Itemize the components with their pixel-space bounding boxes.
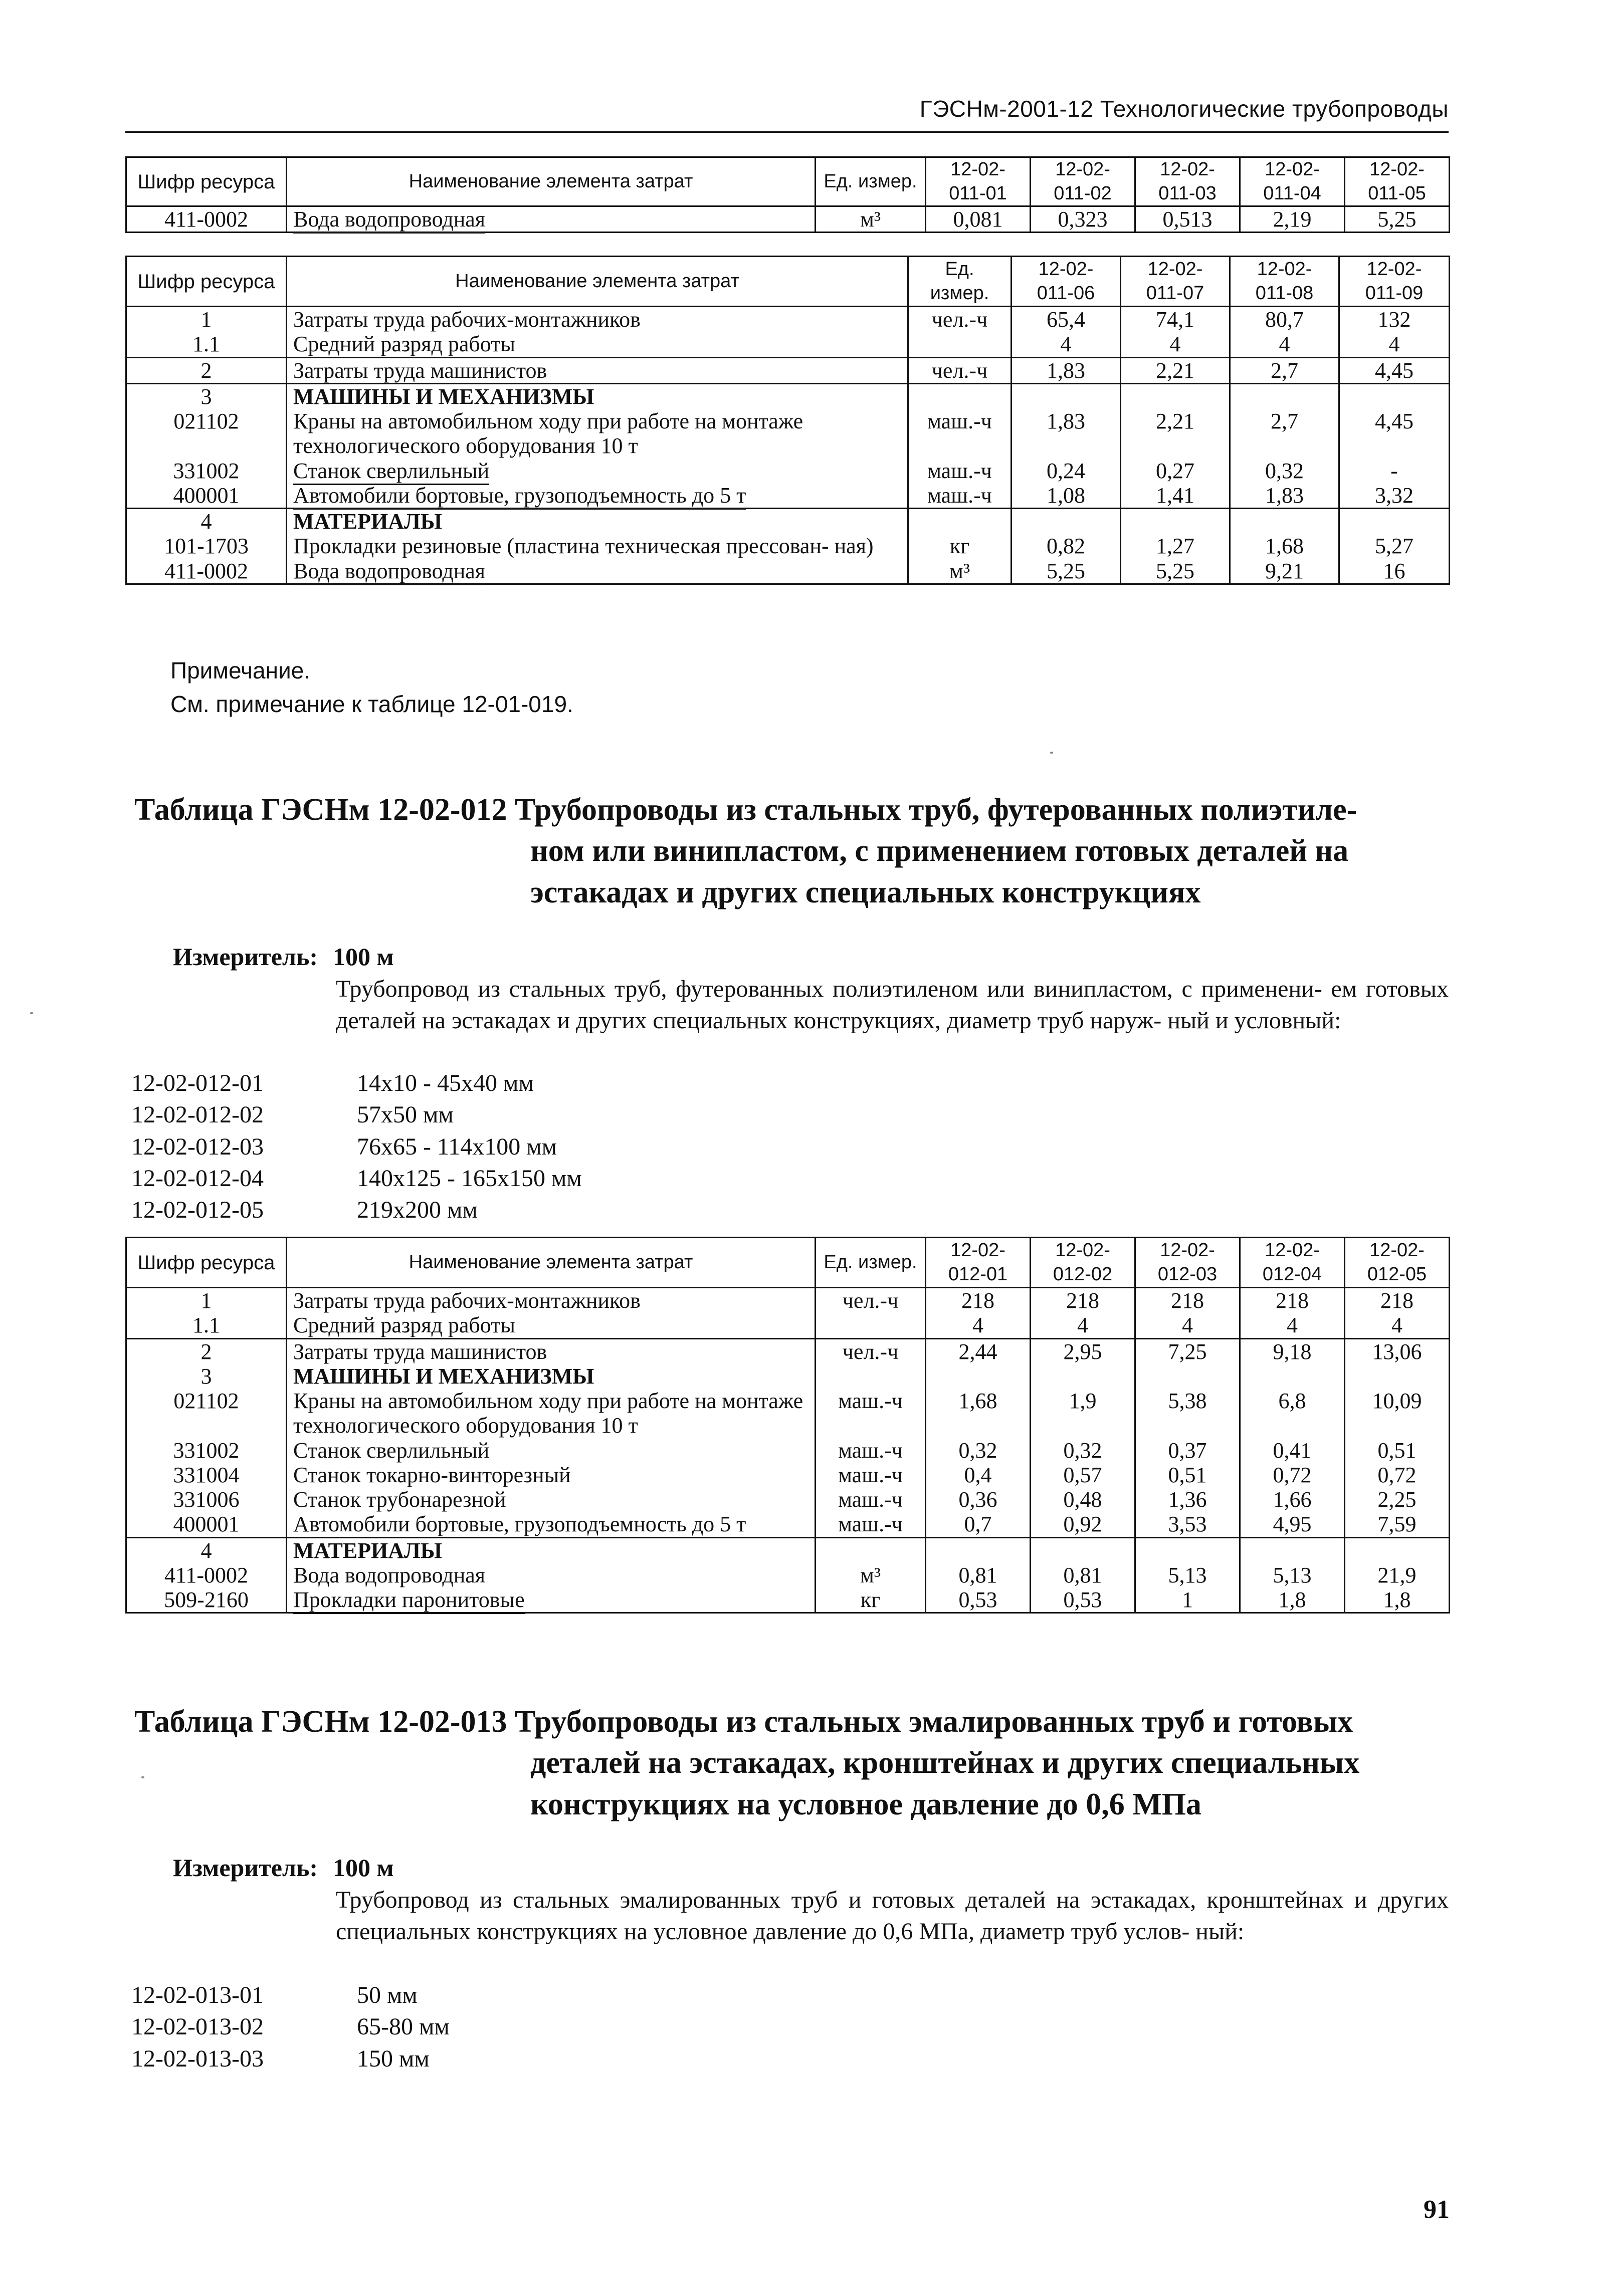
cost-element-name: Автомобили бортовые, грузоподъемность до 5 т bbox=[287, 483, 908, 509]
value-cell: 0,82 bbox=[1012, 534, 1121, 558]
cost-table-011-part2 bbox=[125, 256, 1450, 585]
table-title-12-02-013: Таблица ГЭСНм 12-02-013 Трубопроводы из стальных эмалированных труб и готовых деталей на эстакадах, кронштейнах и других специальных конструкциях на условное давление до 0,6 МПа bbox=[134, 1705, 1360, 1821]
list-item: 12-02-012-04 140x125 - 165x150 мм bbox=[131, 1165, 582, 1192]
unit: м³ bbox=[816, 1563, 926, 1587]
value-cell: 0,24 bbox=[1012, 458, 1121, 483]
value-cell: 1,83 bbox=[1230, 483, 1339, 509]
cost-element-name: Прокладки паронитовые bbox=[287, 1587, 816, 1613]
header-norm-col: 12-02- 011-03 bbox=[1135, 157, 1240, 206]
cost-element-name: Средний разряд работы bbox=[287, 1313, 816, 1338]
value-cell: 132 bbox=[1339, 307, 1450, 332]
value-cell: 2,25 bbox=[1345, 1487, 1450, 1512]
value-cell: 0,51 bbox=[1345, 1438, 1450, 1463]
resource-code: 3 bbox=[126, 1364, 287, 1389]
table-row bbox=[126, 559, 1450, 584]
value-cell: 4,45 bbox=[1339, 409, 1450, 458]
unit: маш.-ч bbox=[816, 1463, 926, 1487]
table-row bbox=[126, 483, 1450, 509]
resource-code: 021102 bbox=[126, 409, 287, 458]
header-cost-element: Наименование элемента затрат bbox=[287, 157, 816, 206]
header-unit: Ед. измер. bbox=[816, 157, 926, 206]
note-block bbox=[170, 654, 573, 721]
value-cell: 16 bbox=[1339, 559, 1450, 584]
page-number: 91 bbox=[1424, 2195, 1450, 2224]
resource-code: 1 bbox=[126, 307, 287, 332]
resource-code: 411-0002 bbox=[126, 206, 287, 233]
table-row bbox=[126, 332, 1450, 357]
value-cell: 1,83 bbox=[1012, 357, 1121, 383]
value-cell: 0,081 bbox=[926, 206, 1031, 233]
header-cost-element: Наименование элемента затрат bbox=[287, 257, 908, 307]
table-row bbox=[126, 206, 1450, 233]
norm-code-list bbox=[131, 1067, 582, 1226]
list-item: 12-02-013-02 65-80 мм bbox=[131, 2013, 450, 2040]
list-item: 12-02-012-05 219x200 мм bbox=[131, 1197, 478, 1224]
value-cell: 4 bbox=[926, 1313, 1031, 1338]
cost-element-name: Затраты труда рабочих-монтажников bbox=[287, 1288, 816, 1313]
section-heading: МАТЕРИАЛЫ bbox=[287, 1537, 816, 1563]
measure-unit: Измеритель: 100 м bbox=[173, 1854, 394, 1882]
value-cell: 9,21 bbox=[1230, 559, 1339, 584]
unit bbox=[816, 1313, 926, 1338]
value-cell: 2,95 bbox=[1031, 1338, 1135, 1364]
header-norm-col: 12-02- 011-02 bbox=[1031, 157, 1135, 206]
value-cell: 0,53 bbox=[926, 1587, 1031, 1613]
value-cell: 0,32 bbox=[926, 1438, 1031, 1463]
value-cell: 218 bbox=[926, 1288, 1031, 1313]
value-cell: 0,32 bbox=[1031, 1438, 1135, 1463]
unit: маш.-ч bbox=[908, 458, 1012, 483]
header-resource-code: Шифр ресурса bbox=[126, 157, 287, 206]
header-norm-col: 12-02- 011-09 bbox=[1339, 257, 1450, 307]
header-resource-code: Шифр ресурса bbox=[126, 1238, 287, 1288]
resource-code: 331002 bbox=[126, 1438, 287, 1463]
value-cell bbox=[1345, 1364, 1450, 1389]
cost-element-name: Краны на автомобильном ходу при работе на монтаже технологического оборудования 10 т bbox=[287, 1389, 816, 1438]
header-norm-col: 12-02- 011-07 bbox=[1121, 257, 1230, 307]
table-row bbox=[126, 383, 1450, 409]
header-unit: Ед. измер. bbox=[908, 257, 1012, 307]
table-row bbox=[126, 1288, 1450, 1313]
resource-code: 331006 bbox=[126, 1487, 287, 1512]
value-cell bbox=[1031, 1537, 1135, 1563]
value-cell: 1,68 bbox=[1230, 534, 1339, 558]
header-rule bbox=[125, 131, 1449, 133]
value-cell: 4 bbox=[1121, 332, 1230, 357]
value-cell: 2,19 bbox=[1240, 206, 1345, 233]
value-cell: 4 bbox=[1240, 1313, 1345, 1338]
section-heading-machines: МАШИНЫ И МЕХАНИЗМЫ bbox=[287, 383, 908, 409]
value-cell: 2,21 bbox=[1121, 357, 1230, 383]
list-item: 12-02-012-01 14x10 - 45x40 мм bbox=[131, 1070, 534, 1096]
value-cell: 80,7 bbox=[1230, 307, 1339, 332]
header-norm-col: 12-02- 011-01 bbox=[926, 157, 1031, 206]
value-cell: 1,27 bbox=[1121, 534, 1230, 558]
header-norm-col: 12-02- 011-05 bbox=[1345, 157, 1450, 206]
resource-code: 411-0002 bbox=[126, 1563, 287, 1587]
unit: чел.-ч bbox=[908, 357, 1012, 383]
value-cell: 10,09 bbox=[1345, 1389, 1450, 1438]
cost-element-name: Станок сверлильный bbox=[287, 1438, 816, 1463]
value-cell: 5,25 bbox=[1345, 206, 1450, 233]
value-cell: 5,13 bbox=[1135, 1563, 1240, 1587]
resource-code: 400001 bbox=[126, 1512, 287, 1537]
table-row bbox=[126, 534, 1450, 558]
unit: маш.-ч bbox=[908, 409, 1012, 458]
cost-element-name: Вода водопроводная bbox=[287, 1563, 816, 1587]
value-cell: 1,08 bbox=[1012, 483, 1121, 509]
unit: маш.-ч bbox=[908, 483, 1012, 509]
value-cell: 0,48 bbox=[1031, 1487, 1135, 1512]
table-row bbox=[126, 509, 1450, 534]
header-cost-element: Наименование элемента затрат bbox=[287, 1238, 816, 1288]
value-cell: 3,53 bbox=[1135, 1512, 1240, 1537]
value-cell: 218 bbox=[1240, 1288, 1345, 1313]
resource-code: 331002 bbox=[126, 458, 287, 483]
cost-element-name: Краны на автомобильном ходу при работе на монтаже технологического оборудования 10 т bbox=[287, 409, 908, 458]
value-cell: 0,4 bbox=[926, 1463, 1031, 1487]
cost-element-name: Затраты труда машинистов bbox=[287, 357, 908, 383]
value-cell: 0,323 bbox=[1031, 206, 1135, 233]
value-cell: 1,8 bbox=[1240, 1587, 1345, 1613]
header-norm-col: 12-02- 012-04 bbox=[1240, 1238, 1345, 1288]
norm-code-list bbox=[131, 1979, 450, 2075]
value-cell: 7,59 bbox=[1345, 1512, 1450, 1537]
table-title-12-02-012: Таблица ГЭСНм 12-02-012 Трубопроводы из стальных труб, футерованных полиэтиле- ном или винипластом, с применением готовых деталей на эстакадах и других специальных конструкциях bbox=[134, 793, 1357, 909]
value-cell: 13,06 bbox=[1345, 1338, 1450, 1364]
value-cell: 2,7 bbox=[1230, 357, 1339, 383]
value-cell: 0,32 bbox=[1230, 458, 1339, 483]
cost-element-name: Затраты труда рабочих-монтажников bbox=[287, 307, 908, 332]
unit bbox=[908, 332, 1012, 357]
resource-code: 3 bbox=[126, 383, 287, 409]
resource-code: 4 bbox=[126, 1537, 287, 1563]
resource-code: 509-2160 bbox=[126, 1587, 287, 1613]
header-norm-col: 12-02- 012-05 bbox=[1345, 1238, 1450, 1288]
table-row bbox=[126, 357, 1450, 383]
value-cell: 6,8 bbox=[1240, 1389, 1345, 1438]
unit: кг bbox=[816, 1587, 926, 1613]
value-cell: 9,18 bbox=[1240, 1338, 1345, 1364]
unit: маш.-ч bbox=[816, 1512, 926, 1537]
value-cell: 5,25 bbox=[1121, 559, 1230, 584]
unit: чел.-ч bbox=[816, 1288, 926, 1313]
list-item: 12-02-013-03 150 мм bbox=[131, 2045, 430, 2072]
value-cell: 218 bbox=[1135, 1288, 1240, 1313]
value-cell: 1,9 bbox=[1031, 1389, 1135, 1438]
value-cell: 1,41 bbox=[1121, 483, 1230, 509]
scan-speck bbox=[1050, 752, 1053, 754]
list-item: 12-02-012-03 76x65 - 114x100 мм bbox=[131, 1133, 557, 1160]
table-row bbox=[126, 1338, 1450, 1364]
unit: маш.-ч bbox=[816, 1438, 926, 1463]
value-cell: 1,36 bbox=[1135, 1487, 1240, 1512]
section-heading: МАШИНЫ И МЕХАНИЗМЫ bbox=[287, 1364, 816, 1389]
value-cell bbox=[1031, 1364, 1135, 1389]
header-norm-col: 12-02- 012-02 bbox=[1031, 1238, 1135, 1288]
table-row bbox=[126, 1463, 1450, 1487]
resource-code: 400001 bbox=[126, 483, 287, 509]
note-text: См. примечание к таблице 12-01-019. bbox=[170, 691, 573, 717]
value-cell: 2,44 bbox=[926, 1338, 1031, 1364]
cost-table-011-part1 bbox=[125, 156, 1450, 233]
header-unit: Ед. измер. bbox=[816, 1238, 926, 1288]
cost-element-name: Станок сверлильный bbox=[287, 458, 908, 483]
cost-element-name: Автомобили бортовые, грузоподъемность до 5 т bbox=[287, 1512, 816, 1537]
unit: чел.-ч bbox=[908, 307, 1012, 332]
value-cell: 4,95 bbox=[1240, 1512, 1345, 1537]
table-row bbox=[126, 1389, 1450, 1438]
header-norm-col: 12-02- 012-03 bbox=[1135, 1238, 1240, 1288]
value-cell bbox=[926, 1537, 1031, 1563]
value-cell: 4,45 bbox=[1339, 357, 1450, 383]
value-cell: 4 bbox=[1135, 1313, 1240, 1338]
value-cell bbox=[1345, 1537, 1450, 1563]
resource-code: 1.1 bbox=[126, 332, 287, 357]
running-header: ГЭСНм-2001-12 Технологические трубопроводы bbox=[919, 96, 1449, 122]
resource-code: 411-0002 bbox=[126, 559, 287, 584]
value-cell: 0,81 bbox=[1031, 1563, 1135, 1587]
value-cell: 5,27 bbox=[1339, 534, 1450, 558]
value-cell: 0,53 bbox=[1031, 1587, 1135, 1613]
value-cell: 5,25 bbox=[1012, 559, 1121, 584]
table-row bbox=[126, 1537, 1450, 1563]
value-cell bbox=[1240, 1537, 1345, 1563]
unit bbox=[816, 1537, 926, 1563]
table-row bbox=[126, 1563, 1450, 1587]
value-cell: 7,25 bbox=[1135, 1338, 1240, 1364]
cost-element-name: Станок токарно-винторезный bbox=[287, 1463, 816, 1487]
value-cell: 5,38 bbox=[1135, 1389, 1240, 1438]
value-cell: 0,36 bbox=[926, 1487, 1031, 1512]
cost-element-name: Затраты труда машинистов bbox=[287, 1338, 816, 1364]
resource-code: 2 bbox=[126, 1338, 287, 1364]
value-cell: 1,83 bbox=[1012, 409, 1121, 458]
header-norm-col: 12-02- 012-01 bbox=[926, 1238, 1031, 1288]
value-cell: 2,21 bbox=[1121, 409, 1230, 458]
table-row bbox=[126, 1487, 1450, 1512]
cost-element-name: Вода водопроводная bbox=[287, 206, 816, 233]
value-cell: 4 bbox=[1012, 332, 1121, 357]
unit bbox=[816, 1364, 926, 1389]
cost-table-012 bbox=[125, 1237, 1450, 1614]
value-cell bbox=[1240, 1364, 1345, 1389]
value-cell: 4 bbox=[1230, 332, 1339, 357]
cost-element-name: Вода водопроводная bbox=[287, 559, 908, 584]
header-resource-code: Шифр ресурса bbox=[126, 257, 287, 307]
measure-unit: Измеритель: 100 м bbox=[173, 943, 394, 971]
value-cell bbox=[1135, 1537, 1240, 1563]
table-row bbox=[126, 1364, 1450, 1389]
value-cell: 4 bbox=[1031, 1313, 1135, 1338]
section-heading-materials: МАТЕРИАЛЫ bbox=[287, 509, 908, 534]
value-cell: 0,37 bbox=[1135, 1438, 1240, 1463]
resource-code: 1 bbox=[126, 1288, 287, 1313]
value-cell: 1,68 bbox=[926, 1389, 1031, 1438]
unit: м³ bbox=[816, 206, 926, 233]
table-row bbox=[126, 409, 1450, 458]
resource-code: 4 bbox=[126, 509, 287, 534]
value-cell: 218 bbox=[1031, 1288, 1135, 1313]
value-cell bbox=[1135, 1364, 1240, 1389]
value-cell: 0,513 bbox=[1135, 206, 1240, 233]
resource-code: 101-1703 bbox=[126, 534, 287, 558]
resource-code: 331004 bbox=[126, 1463, 287, 1487]
value-cell: 21,9 bbox=[1345, 1563, 1450, 1587]
header-norm-col: 12-02- 011-04 bbox=[1240, 157, 1345, 206]
value-cell: 4 bbox=[1345, 1313, 1450, 1338]
value-cell bbox=[926, 1364, 1031, 1389]
list-item: 12-02-012-02 57x50 мм bbox=[131, 1101, 454, 1128]
unit: м³ bbox=[908, 559, 1012, 584]
scan-speck bbox=[30, 1012, 33, 1014]
header-norm-col: 12-02- 011-06 bbox=[1012, 257, 1121, 307]
table-row bbox=[126, 307, 1450, 332]
cost-element-name: Прокладки резиновые (пластина техническая прессован- ная) bbox=[287, 534, 908, 558]
value-cell: 0,51 bbox=[1135, 1463, 1240, 1487]
value-cell: 0,72 bbox=[1240, 1463, 1345, 1487]
value-cell: 2,7 bbox=[1230, 409, 1339, 458]
value-cell: 0,81 bbox=[926, 1563, 1031, 1587]
table-row bbox=[126, 1587, 1450, 1613]
cost-element-name: Станок трубонарезной bbox=[287, 1487, 816, 1512]
table-row bbox=[126, 1512, 1450, 1537]
value-cell: 0,92 bbox=[1031, 1512, 1135, 1537]
value-cell: 0,7 bbox=[926, 1512, 1031, 1537]
table-row bbox=[126, 458, 1450, 483]
table-row bbox=[126, 1313, 1450, 1338]
table-row bbox=[126, 1438, 1450, 1463]
value-cell: 218 bbox=[1345, 1288, 1450, 1313]
unit: маш.-ч bbox=[816, 1487, 926, 1512]
resource-code: 2 bbox=[126, 357, 287, 383]
value-cell: 65,4 bbox=[1012, 307, 1121, 332]
value-cell: - bbox=[1339, 458, 1450, 483]
unit: маш.-ч bbox=[816, 1389, 926, 1438]
resource-code: 1.1 bbox=[126, 1313, 287, 1338]
value-cell: 1,8 bbox=[1345, 1587, 1450, 1613]
value-cell: 3,32 bbox=[1339, 483, 1450, 509]
work-description: Трубопровод из стальных труб, футерованных полиэтиленом или винипластом, с применени- ем готовых деталей на эстакадах и других специальных конструкциях, диаметр труб наруж- ный и условный: bbox=[336, 976, 1449, 1034]
work-description: Трубопровод из стальных эмалированных труб и готовых деталей на эстакадах, кронштейнах и других специальных конструкциях на условное давление до 0,6 МПа, диаметр труб услов- ный: bbox=[336, 1887, 1449, 1945]
value-cell: 5,13 bbox=[1240, 1563, 1345, 1587]
value-cell: 0,27 bbox=[1121, 458, 1230, 483]
unit: кг bbox=[908, 534, 1012, 558]
value-cell: 0,72 bbox=[1345, 1463, 1450, 1487]
value-cell: 1 bbox=[1135, 1587, 1240, 1613]
value-cell: 74,1 bbox=[1121, 307, 1230, 332]
value-cell: 4 bbox=[1339, 332, 1450, 357]
list-item: 12-02-013-01 50 мм bbox=[131, 1982, 418, 2008]
resource-code: 021102 bbox=[126, 1389, 287, 1438]
value-cell: 0,57 bbox=[1031, 1463, 1135, 1487]
value-cell: 1,66 bbox=[1240, 1487, 1345, 1512]
note-title: Примечание. bbox=[170, 657, 311, 683]
unit: чел.-ч bbox=[816, 1338, 926, 1364]
header-norm-col: 12-02- 011-08 bbox=[1230, 257, 1339, 307]
cost-element-name: Средний разряд работы bbox=[287, 332, 908, 357]
value-cell: 0,41 bbox=[1240, 1438, 1345, 1463]
